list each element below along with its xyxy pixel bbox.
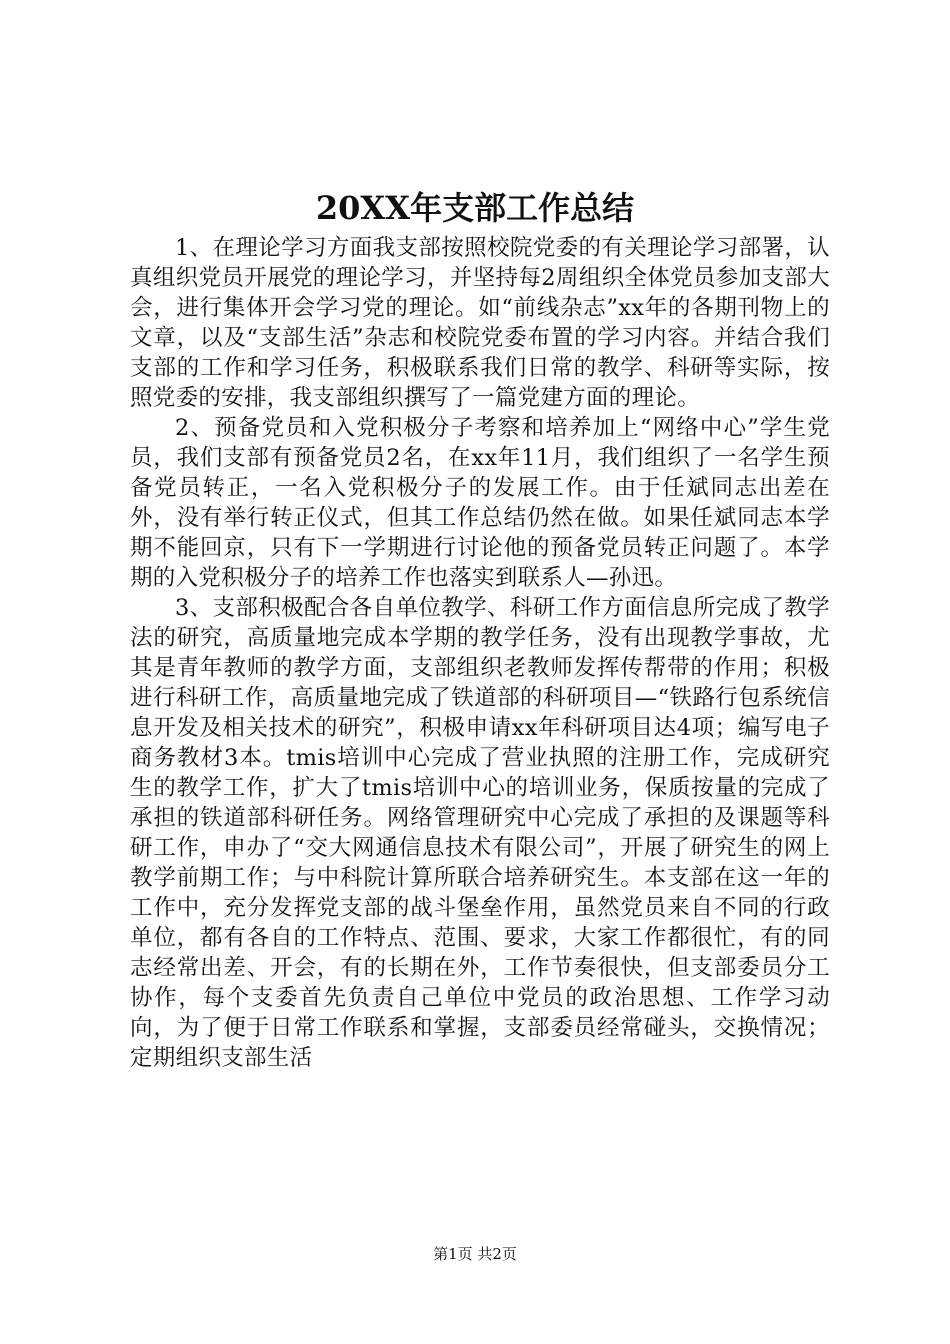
document-title: 20XX年支部工作总结 xyxy=(315,189,635,227)
document-body xyxy=(130,233,830,1073)
paragraph-3: 3、支部积极配合各自单位教学、科研工作方面信息所完成了教学法的研究，高质量地完成本学期的教学任务，没有出现教学事故，尤其是青年教师的教学方面，支部组织老教师发挥传帮带的作用；积极进行科研工作，高质量地完成了铁道部的科研项目—“铁路行包系统信息开发及相关技术的研究”，积极申请xx年科研项目达4项；编写电子商务教材3本。tmis培训中心完成了营业执照的注册工作，完成研究生的教学工作，扩大了tmis培训中心的培训业务，保质按量的完成了承担的铁道部科研任务。网络管理研究中心完成了承担的及课题等科研工作，申办了“交大网通信息技术有限公司”，开展了研究生的网上教学前期工作；与中科院计算所联合培养研究生。本支部在这一年的工作中，充分发挥党支部的战斗堡垒作用，虽然党员来自不同的行政单位，都有各自的工作特点、范围、要求，大家工作都很忙，有的同志经常出差、开会，有的长期在外，工作节奏很快，但支部委员分工协作，每个支委首先负责自己单位中党员的政治思想、工作学习动向，为了便于日常工作联系和掌握，支部委员经常碰头，交换情况；定期组织支部生活 xyxy=(130,595,830,1071)
paragraph-2: 2、预备党员和入党积极分子考察和培养加上“网络中心”学生党员，我们支部有预备党员2名，在xx年11月，我们组织了一名学生预备党员转正，一名入党积极分子的发展工作。由于任斌同志出差在外，没有举行转正仪式，但其工作总结仍然在做。如果任斌同志本学期不能回京，只有下一学期进行讨论他的预备党员转正问题了。本学期的入党积极分子的培养工作也落实到联系人—孙迅。 xyxy=(130,415,830,591)
page-number-footer: 第1页 共2页 xyxy=(433,1245,517,1263)
paragraph-1: 1、在理论学习方面我支部按照校院党委的有关理论学习部署，认真组织党员开展党的理论学习，并坚持每2周组织全体党员参加支部大会，进行集体开会学习党的理论。如“前线杂志”xx年的各期刊物上的文章，以及“支部生活”杂志和校院党委布置的学习内容。并结合我们支部的工作和学习任务，积极联系我们日常的教学、科研等实际，按照党委的安排，我支部组织撰写了一篇党建方面的理论。 xyxy=(130,235,830,411)
